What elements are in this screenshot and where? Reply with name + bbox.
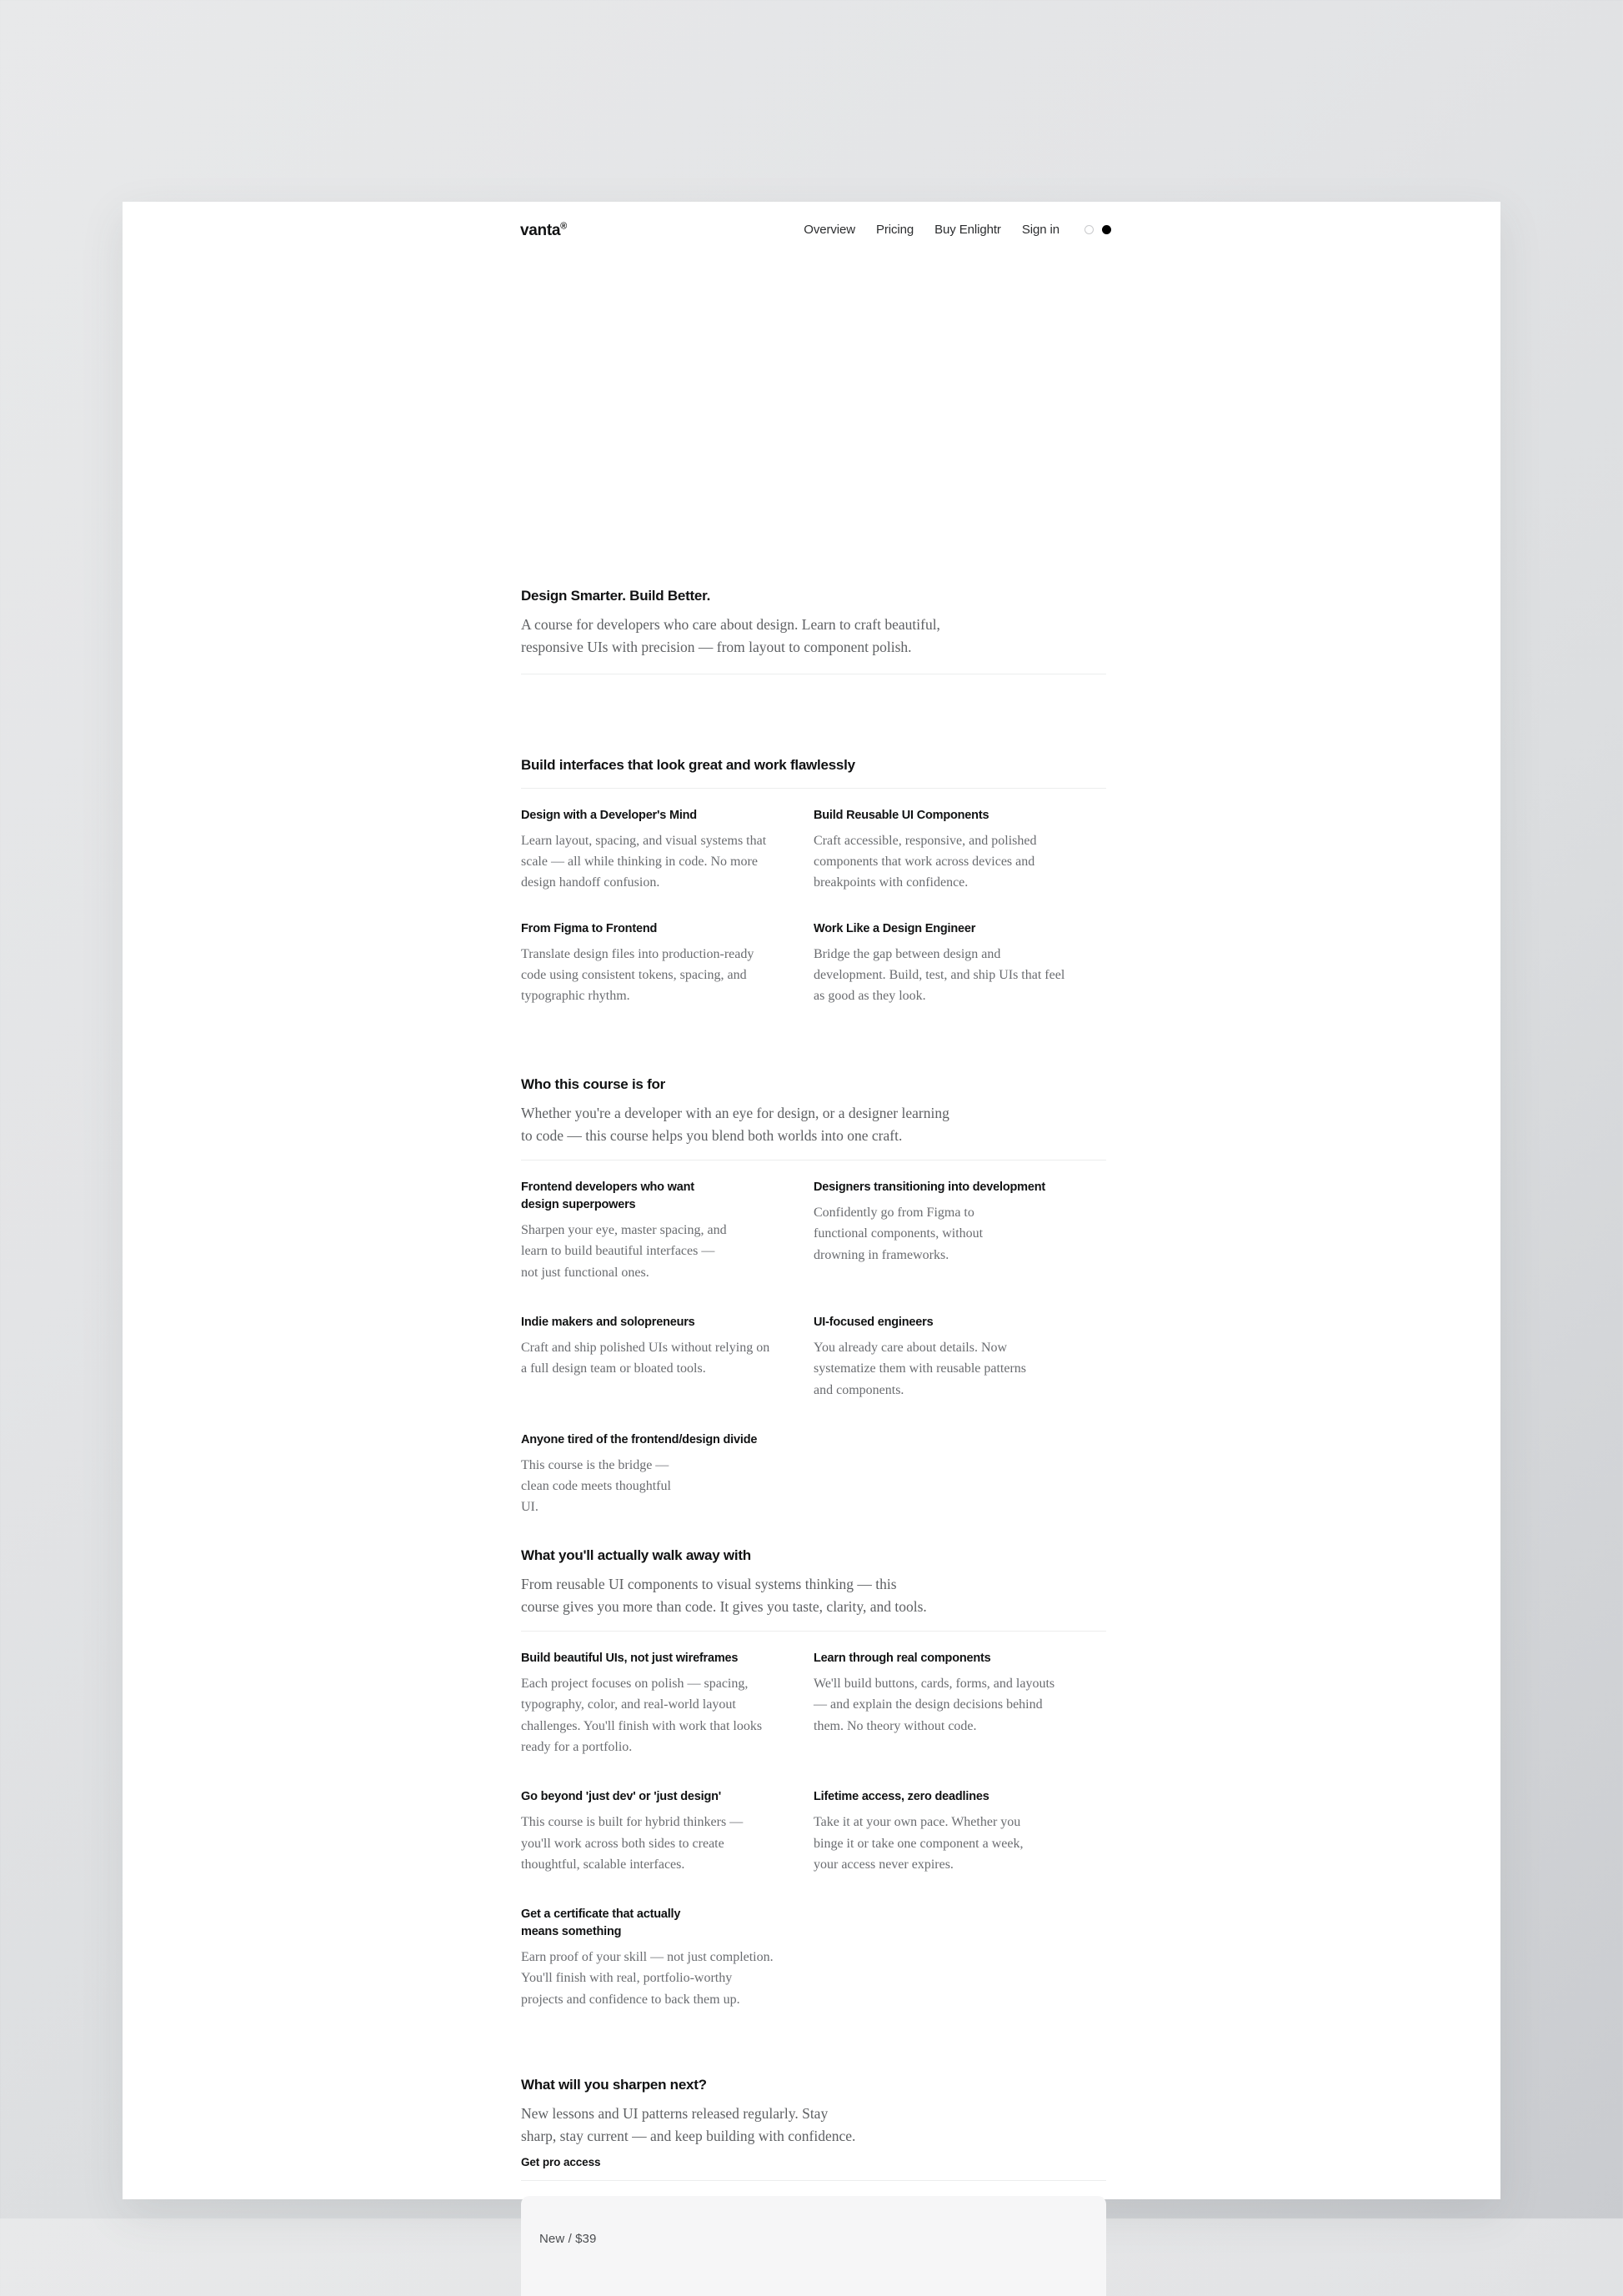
features-divider — [521, 788, 1106, 789]
audience-title: Designers transitioning into development — [814, 1181, 1046, 1195]
audience-card — [521, 1431, 814, 1518]
feature-card — [521, 807, 814, 894]
outcomes-intro-line-2: course gives you more than code. It gives you taste, clarity, and tools. — [521, 1598, 927, 1616]
audience-grid — [521, 1179, 1106, 1517]
feature-body: Translate design files into production-ready code using consistent tokens, spacing, and typographic rhythm. — [521, 946, 754, 1004]
pricing-card[interactable] — [521, 2196, 1106, 2296]
feature-title: Build Reusable UI Components — [814, 808, 989, 822]
outcome-card — [521, 1650, 814, 1757]
feature-body: Bridge the gap between design and development. Build, test, and ship UIs that feel as good as they look. — [814, 946, 1065, 1004]
audience-intro-line-1: Whether you're a developer with an eye for design, or a designer learning — [521, 1104, 949, 1121]
feature-title: Work Like a Design Engineer — [814, 921, 976, 935]
outcome-title: Learn through real components — [814, 1652, 991, 1666]
outcomes-intro-line-1: From reusable UI components to visual systems thinking — this — [521, 1575, 897, 1592]
outcomes-heading: What you'll actually walk away with — [521, 1547, 751, 1563]
circle-outline-icon[interactable] — [1085, 225, 1094, 234]
outcome-card — [521, 1906, 814, 2010]
nav-item-pricing[interactable]: Pricing — [875, 223, 914, 237]
price-label: New / $39 — [539, 2232, 597, 2247]
feature-body: Craft accessible, responsive, and polished components that work across devices and breakpoints with confidence. — [814, 833, 1037, 890]
outcome-card — [814, 1650, 1106, 1757]
next-line-1: New lessons and UI patterns released regularly. Stay — [521, 2104, 829, 2122]
hero-section — [521, 587, 1106, 674]
audience-title: Anyone tired of the frontend/design divide — [521, 1432, 758, 1446]
page-sheet — [123, 202, 1500, 2247]
nav-item-overview[interactable]: Overview — [804, 223, 855, 237]
audience-body: Sharpen your eye, master spacing, and learn to build beautiful interfaces — not just functional ones. — [521, 1223, 727, 1280]
nav-links — [804, 223, 1111, 237]
outcome-body: Each project focuses on polish — spacing, typography, color, and real-world layout challenges. You'll finish with work that looks ready for a portfolio. — [521, 1677, 763, 1754]
audience-body: Craft and ship polished UIs without relying on a full design team or bloated tools. — [521, 1341, 770, 1376]
features-grid — [521, 807, 1106, 1007]
feature-card — [814, 920, 1106, 1007]
audience-title: Frontend developers who want design superpowers — [521, 1181, 694, 1212]
brand-logo[interactable] — [520, 222, 567, 240]
nav-item-sign-in[interactable]: Sign in — [1021, 223, 1059, 237]
audience-heading: Who this course is for — [521, 1076, 666, 1092]
outcomes-section — [521, 1547, 1106, 2010]
registered-mark-icon: ® — [560, 221, 567, 232]
hero-title: Design Smarter. Build Better. — [521, 588, 711, 604]
feature-body: Learn layout, spacing, and visual systems that scale — all while thinking in code. No more design handoff confusion. — [521, 833, 767, 890]
outcome-card — [521, 1788, 814, 1875]
feature-card — [521, 920, 814, 1007]
outcome-body: Take it at your own pace. Whether you binge it or take one component a week, your access never expires. — [814, 1815, 1024, 1872]
audience-title: UI-focused engineers — [814, 1316, 934, 1330]
audience-card — [814, 1314, 1106, 1401]
outcome-title: Lifetime access, zero deadlines — [814, 1790, 989, 1804]
next-divider — [521, 2180, 1106, 2181]
next-section — [521, 2076, 1106, 2296]
get-pro-access-button[interactable]: Get pro access — [521, 2156, 601, 2169]
audience-divider — [521, 1160, 1106, 1161]
outcome-body: We'll build buttons, cards, forms, and layouts — and explain the design decisions behind them. No theory without code. — [814, 1677, 1055, 1733]
feature-card — [814, 807, 1106, 894]
outcome-body: This course is built for hybrid thinkers — you'll work across both sides to create thoughtful, scalable interfaces. — [521, 1815, 744, 1872]
feature-title: From Figma to Frontend — [521, 921, 658, 935]
nav-item-buy-enlightr[interactable]: Buy Enlightr — [934, 223, 1001, 237]
outcomes-grid — [521, 1650, 1106, 2010]
next-heading: What will you sharpen next? — [521, 2077, 707, 2093]
audience-title: Indie makers and solopreneurs — [521, 1316, 695, 1330]
next-line-2: sharp, stay current — and keep building with confidence. — [521, 2128, 856, 2145]
features-heading: Build interfaces that look great and work flawlessly — [521, 757, 855, 773]
outcome-title: Get a certificate that actually means something — [521, 1907, 681, 1939]
outcome-card — [814, 1788, 1106, 1875]
audience-section — [521, 1075, 1106, 1518]
hero-subtitle-line-1: A course for developers who care about design. Learn to craft beautiful, — [521, 615, 940, 633]
outcome-body: Earn proof of your skill — not just completion. You'll finish with real, portfolio-worthy projects and confidence to back them up. — [521, 1950, 774, 2007]
outcome-title: Go beyond 'just dev' or 'just design' — [521, 1790, 722, 1804]
audience-card — [521, 1314, 814, 1401]
top-navigation — [123, 202, 1500, 253]
audience-intro-line-2: to code — this course helps you blend both worlds into one craft. — [521, 1127, 903, 1145]
hero-subtitle-line-2: responsive UIs with precision — from layout to component polish. — [521, 639, 912, 656]
outcomes-divider — [521, 1631, 1106, 1632]
audience-card — [521, 1179, 814, 1283]
outcome-title: Build beautiful UIs, not just wireframes — [521, 1652, 739, 1666]
theme-toggle[interactable] — [1085, 225, 1111, 234]
audience-body: Confidently go from Figma to functional components, without drowning in frameworks. — [814, 1206, 984, 1262]
audience-card — [814, 1179, 1106, 1283]
circle-filled-icon[interactable] — [1102, 225, 1111, 234]
features-section — [521, 756, 1106, 1007]
audience-body: You already care about details. Now systematize them with reusable patterns and components. — [814, 1341, 1027, 1397]
brand-name: vanta — [520, 222, 561, 239]
feature-title: Design with a Developer's Mind — [521, 808, 697, 822]
audience-body: This course is the bridge — clean code meets thoughtful UI. — [521, 1457, 671, 1515]
